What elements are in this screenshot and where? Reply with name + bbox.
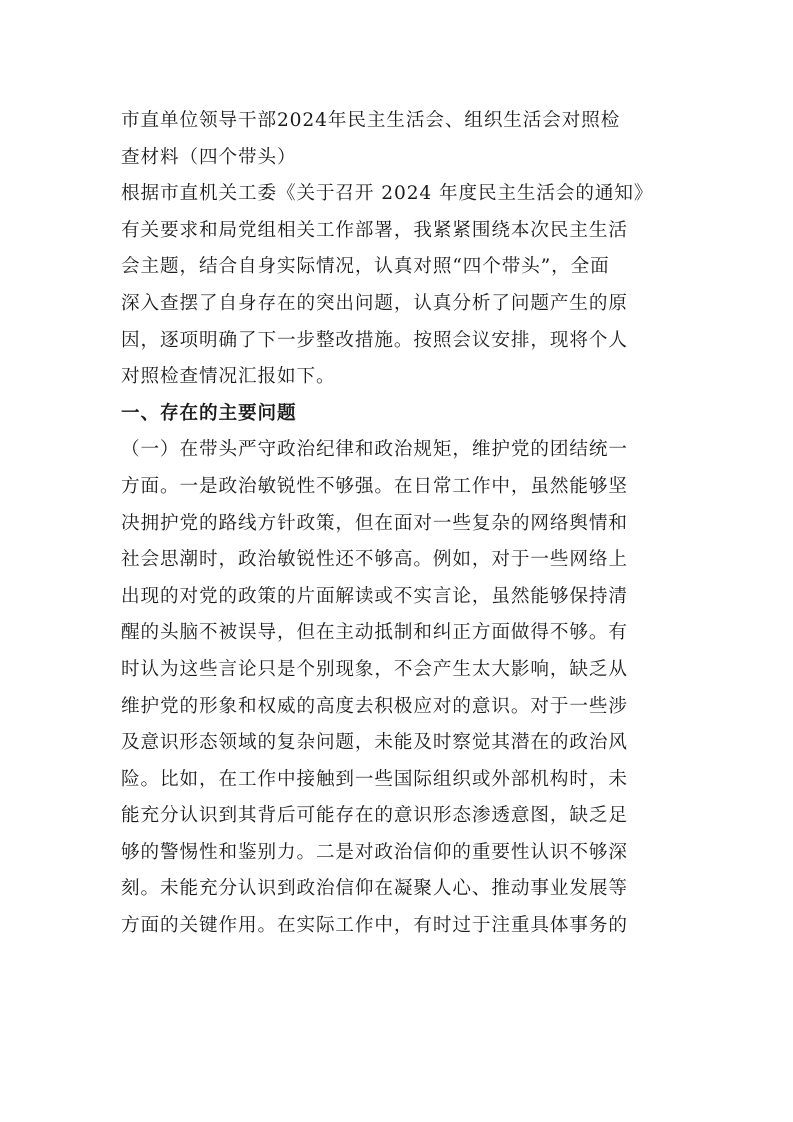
body-paragraph-line: 出现的对党的政策的片面解读或不实言论，虽然能够保持清 <box>121 585 628 607</box>
intro-paragraph-line: 因，逐项明确了下一步整改措施。按照会议安排，现将个人 <box>121 329 628 351</box>
body-paragraph-line: 社会思潮时，政治敏锐性还不够高。例如，对于一些网络上 <box>121 549 628 571</box>
body-paragraph-line: 刻。未能充分认识到政治信仰在凝聚人心、推动事业发展等 <box>121 878 628 900</box>
body-paragraph-line: 维护党的形象和权威的高度去积极应对的意识。对于一些涉 <box>121 695 628 717</box>
body-paragraph-line: 方面的关键作用。在实际工作中，有时过于注重具体事务的 <box>121 915 628 937</box>
body-paragraph-line: 能充分认识到其背后可能存在的意识形态渗透意图，缺乏足 <box>121 805 628 827</box>
body-paragraph-line: 及意识形态领域的复杂问题，未能及时察觉其潜在的政治风 <box>121 732 628 754</box>
body-paragraph-line: 时认为这些言论只是个别现象，不会产生太大影响，缺乏从 <box>121 658 628 680</box>
intro-paragraph-line: 会主题，结合自身实际情况，认真对照“四个带头”，全面 <box>121 256 610 278</box>
document-title-line-1: 市直单位领导干部2024年民主生活会、组织生活会对照检 <box>121 110 621 131</box>
body-paragraph-line: 险。比如，在工作中接触到一些国际组织或外部机构时，未 <box>121 768 628 790</box>
intro-paragraph-line: 有关要求和局党组相关工作部署，我紧紧围绕本次民主生活 <box>121 219 628 241</box>
body-paragraph-line: 醒的头脑不被误导，但在主动抵制和纠正方面做得不够。有 <box>121 622 628 644</box>
intro-paragraph-line: 对照检查情况汇报如下。 <box>121 366 336 388</box>
intro-paragraph-line: 深入查摆了自身存在的突出问题，认真分析了问题产生的原 <box>121 292 628 314</box>
document-title-line-2: 查材料（四个带头） <box>121 146 297 168</box>
body-paragraph-line: 方面。一是政治敏锐性不够强。在日常工作中，虽然能够坚 <box>121 475 628 497</box>
intro-paragraph-line: 根据市直机关工委《关于召开 2024 年度民主生活会的通知》 <box>121 183 654 205</box>
body-paragraph-line: 够的警惕性和鉴别力。二是对政治信仰的重要性认识不够深 <box>121 841 628 863</box>
body-paragraph-line: （一）在带头严守政治纪律和政治规矩，维护党的团结统一 <box>121 439 628 461</box>
section-heading: 一、存在的主要问题 <box>121 402 297 424</box>
document-body <box>121 103 681 945</box>
body-paragraph-line: 决拥护党的路线方针政策，但在面对一些复杂的网络舆情和 <box>121 512 628 534</box>
